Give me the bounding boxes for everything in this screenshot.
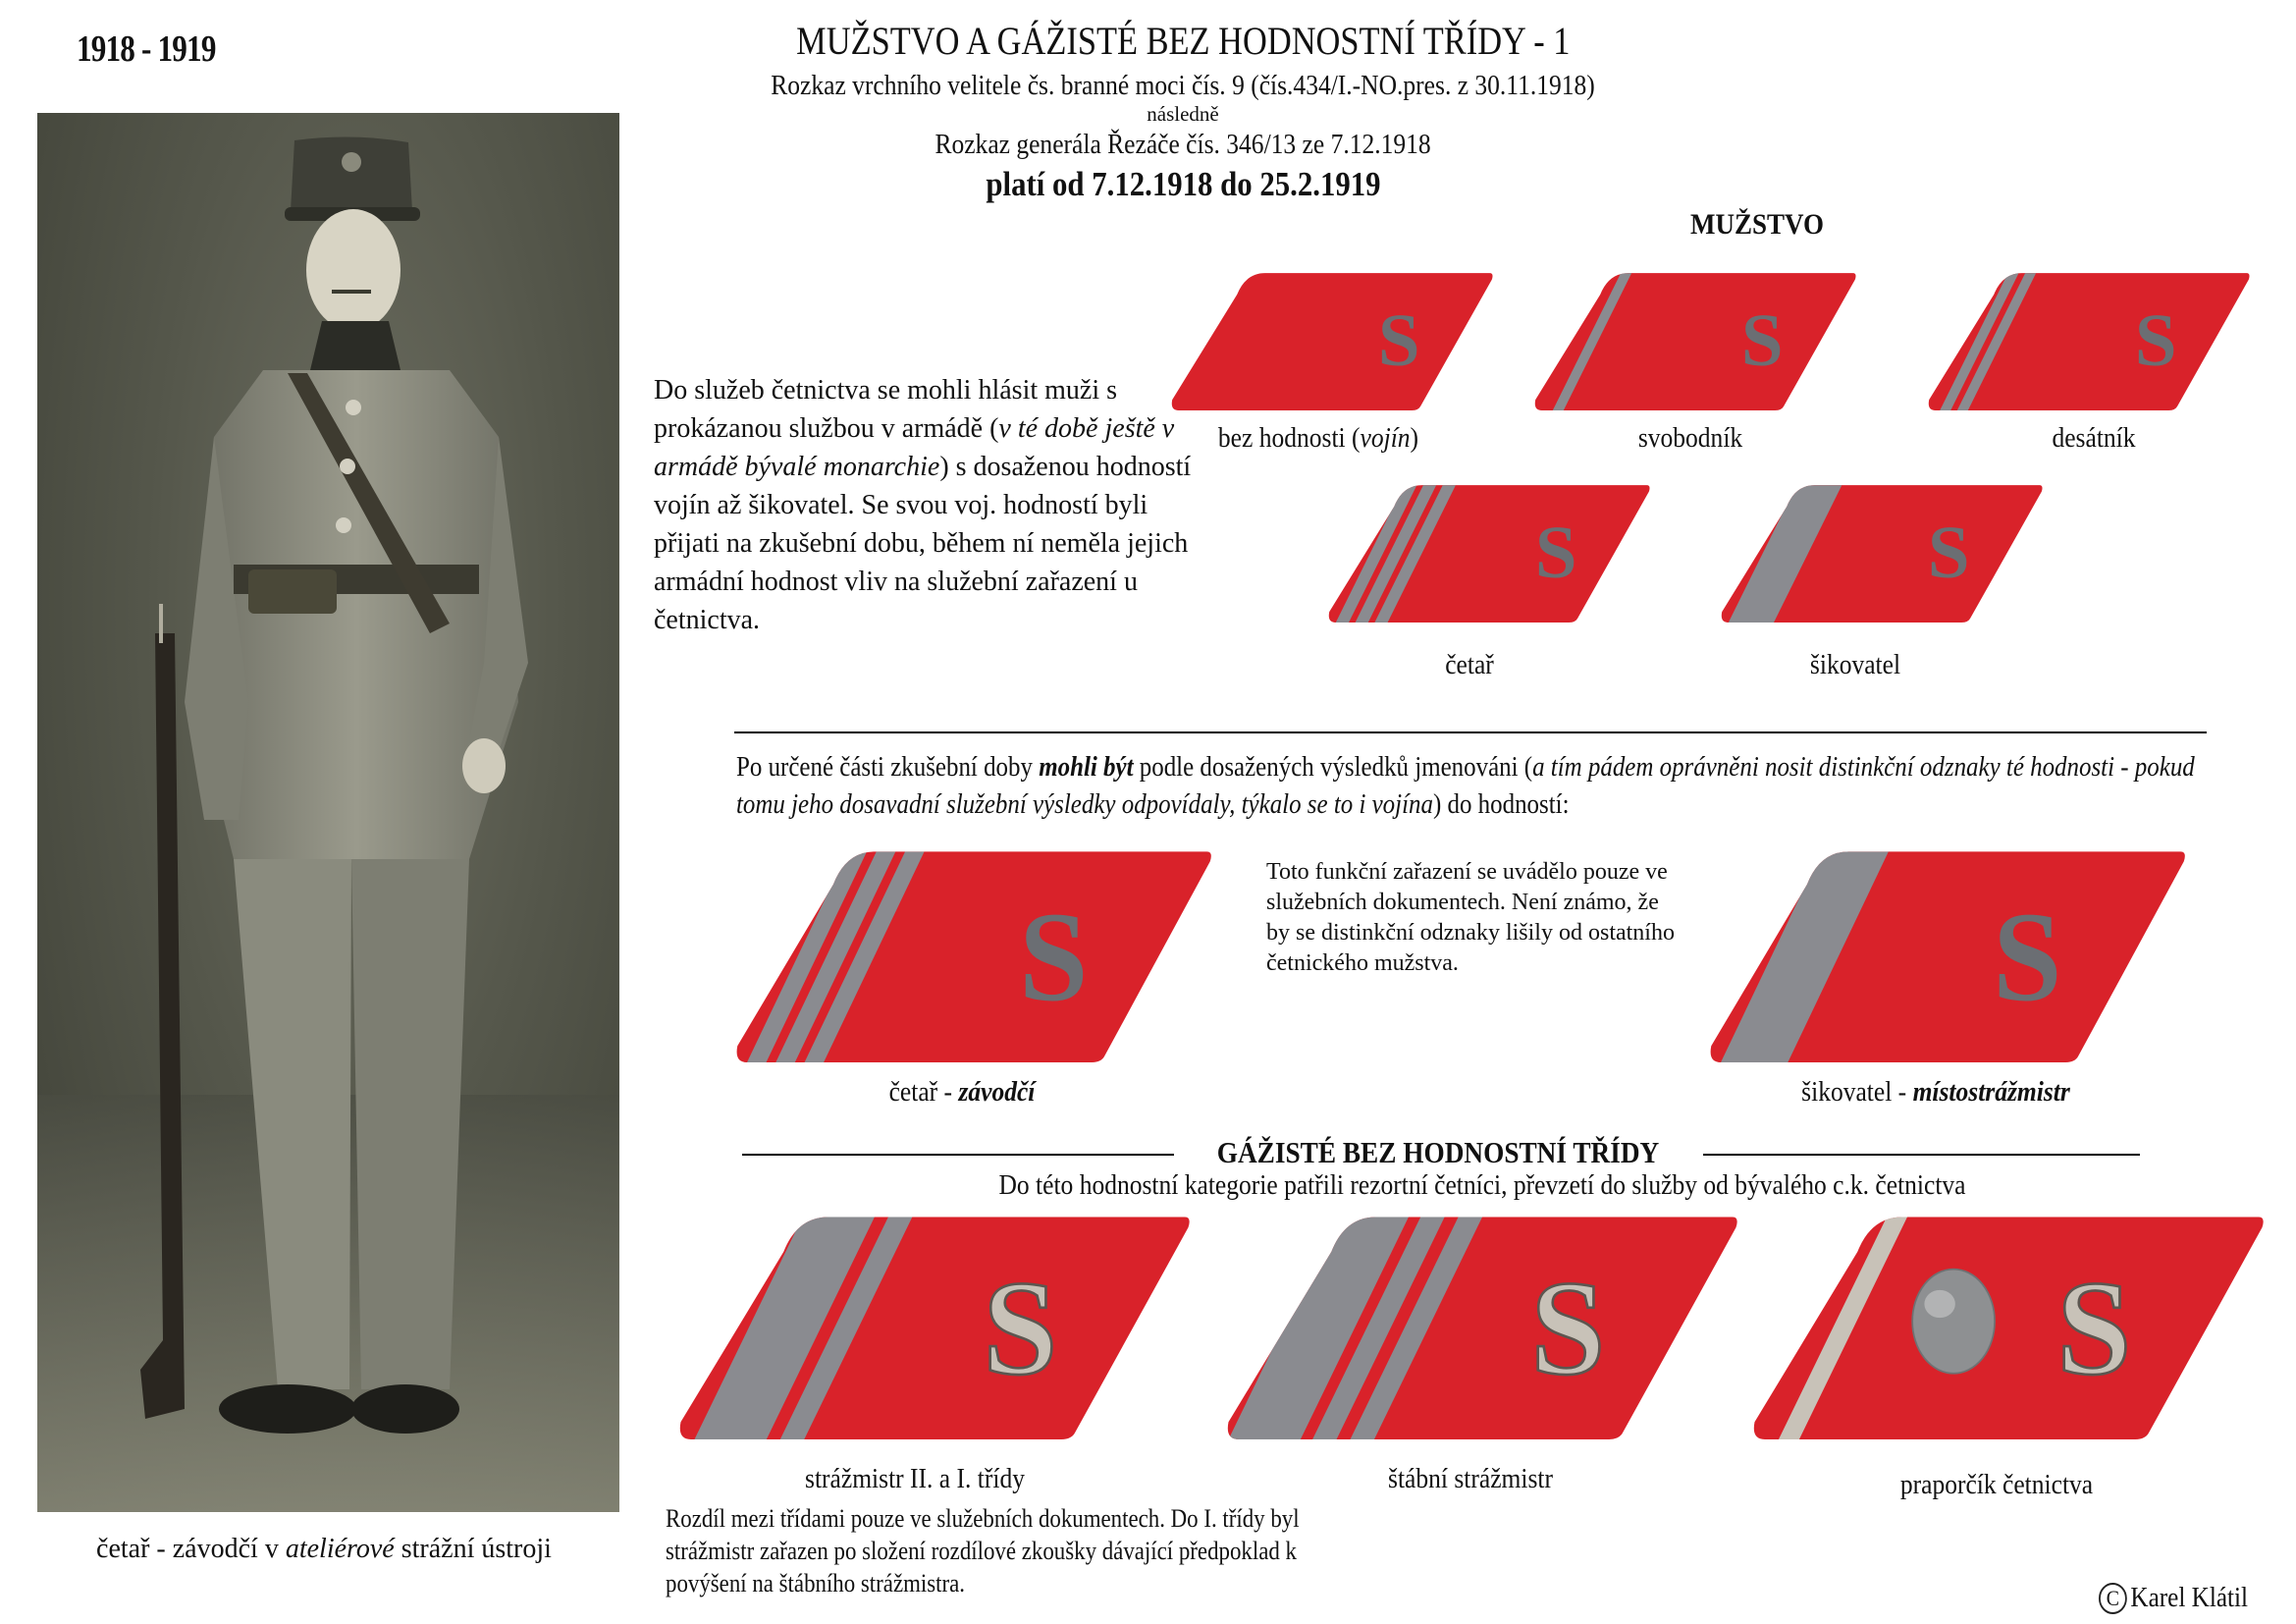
gaziste-heading: GÁŽISTÉ BEZ HODNOSTNÍ TŘÍDY [1216,1135,1660,1169]
collar-tab-graphic [677,1214,1192,1439]
order-reference-2: Rozkaz generála Řezáče čís. 346/13 ze 7.12.1918 [934,129,1431,160]
button-highlight [1924,1290,1954,1318]
heading-rule-left [742,1154,1174,1156]
rank-label-cetar: četař [1445,649,1494,680]
rank-label-svobodnik: svobodník [1637,422,1743,454]
rank-label-mistostrazmistr: šikovatel - místostrážmistr [1801,1076,2070,1108]
page-title: MUŽSTVO A GÁŽISTÉ BEZ HODNOSTNÍ TŘÍDY - 1 [795,19,1571,63]
rank-label-praporcik: praporčík četnictva [1899,1469,2094,1500]
soldier-illustration [37,113,619,1512]
rank-tab-strazmistr [677,1214,1192,1439]
validity-period: platí od 7.12.1918 do 25.2.1919 [985,165,1381,203]
emblem-s-icon: S [2056,1252,2132,1403]
collar-tab-graphic [1720,483,2044,623]
emblem-s-icon: S [1534,511,1577,595]
caption-text: četař - závodčí v [96,1534,286,1564]
rank-label-sikovatel: šikovatel [1809,649,1901,680]
emblem-s-icon: S [1740,298,1784,383]
emblem-s-icon: S [1993,885,2062,1028]
copyright-icon: C [2099,1583,2127,1614]
emblem-s-icon: S [983,1252,1058,1403]
collar-tab-graphic [1327,483,1651,623]
rank-tab-vojin [1170,271,1494,410]
button-icon [1912,1270,1995,1374]
collar-tab-graphic [1708,848,2187,1062]
collar-tab-graphic [1751,1214,2266,1439]
gaziste-description: Do této hodnostní kategorie patřili rezortní četníci, převzetí do služby od bývalého c.k. četnictva [998,1169,1966,1201]
collar-tab-graphic [1225,1214,1739,1439]
intro-text-italic: v té době ještě v armádě bývalé monarchie [654,413,1175,482]
section-divider [734,731,2207,733]
appointment-paragraph: Po určené části zkušební doby mohli být podle dosažených výsledků jmenováni (a tím pádem oprávněni nosit distinkční odznaky té hodnosti - pokud tomu jeho dosavadní služební výsledky odpovídaly, týkalo se to i vojína) do hodností: [736,751,2195,820]
tab-body [1535,273,1856,410]
emblem-s-icon: S [1377,298,1420,383]
intro-paragraph [654,371,1203,639]
collar-tab-graphic [1533,271,1857,410]
intro-text-part2: ) s dosaženou hodností vojín až šikovatel. Se svou voj. hodností byli přijati na zkušební dobu, během ní neměla jejich armádní hodnost vliv na služební zařazení u četnictva. [654,452,1192,635]
rank-tab-sikovatel-mistostrazmistr [1708,848,2187,1062]
emblem-s-icon: S [1530,1252,1606,1403]
collar-tab-graphic [1927,271,2251,410]
caption-italic: ateliérové [285,1534,395,1564]
heading-rule-right [1703,1154,2140,1156]
rank-tab-desatnik [1927,271,2251,410]
class-difference-note: Rozdíl mezi třídami pouze ve služebních dokumentech. Do I. třídy byl strážmistr zařazen po složení rozdílové zkoušky dávající předpoklad k povýšení na štábního strážmistra. [666,1504,1300,1597]
rank-label-vojin: bez hodnosti (vojín) [1217,422,1419,454]
rank-label-strazmistr: strážmistr II. a I. třídy [805,1463,1025,1494]
rank-label-stabni-strazmistr: štábní strážmistr [1388,1463,1553,1494]
rank-label-cetar-zavodci: četař - závodčí [888,1076,1036,1108]
emblem-s-icon: S [1019,885,1089,1028]
copyright [2099,1583,2248,1614]
soldier-photo [37,113,619,1512]
subsequently-label: následně [1147,102,1219,126]
muzstvo-heading: MUŽSTVO [1690,208,1824,241]
author-name: Karel Klátil [2130,1583,2249,1613]
rank-tab-praporcik [1751,1214,2266,1439]
collar-tab-graphic [1170,271,1494,410]
rank-tab-svobodnik [1533,271,1857,410]
tab-body [1754,1218,2264,1439]
rank-tab-sikovatel [1720,483,2044,623]
caption-text-end: strážní ústroji [394,1534,552,1564]
order-reference-1: Rozkaz vrchního velitele čs. branné moci čís. 9 (čís.434/I.-NO.pres. z 30.11.1918) [771,70,1595,101]
rank-tab-cetar [1327,483,1651,623]
rank-tab-stabni-strazmistr [1225,1214,1739,1439]
years-heading: 1918 - 1919 [77,28,216,70]
function-note: Toto funkční zařazení se uvádělo pouze ve služebních dokumentech. Není známo, že by se distinkční odznaky lišily od ostatního četnického mužstva. [1266,859,1675,976]
photo-caption [0,1534,648,1565]
emblem-s-icon: S [2134,298,2177,383]
tab-body [1172,273,1493,410]
rank-tab-cetar-zavodci [734,848,1213,1062]
collar-tab-graphic [734,848,1213,1062]
rank-label-desatnik: desátník [2052,422,2136,454]
title-block [638,18,1728,204]
emblem-s-icon: S [1927,511,1970,595]
intro-text-part1: Do služeb četnictva se mohli hlásit muži s prokázanou službou v armádě ( [654,375,1118,444]
